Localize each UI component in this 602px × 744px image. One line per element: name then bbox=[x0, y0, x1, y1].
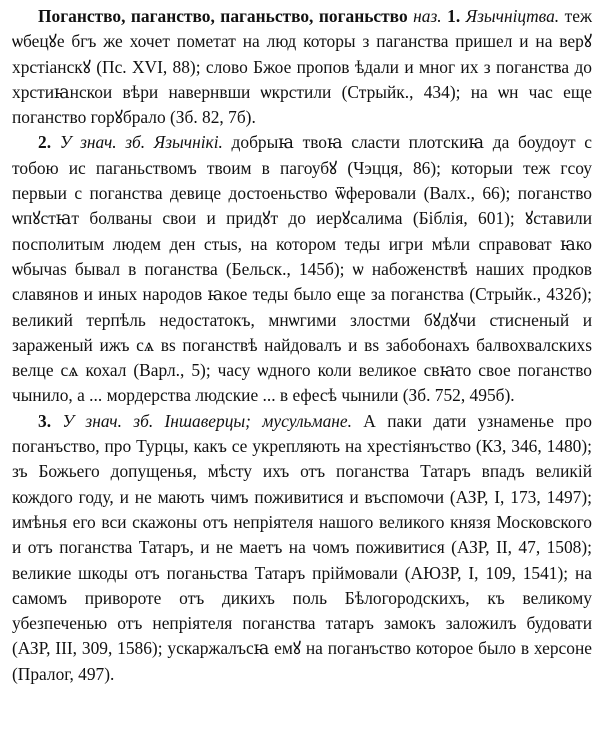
entry-sense-1 bbox=[12, 4, 592, 130]
sense-number-2: 2. bbox=[38, 132, 52, 153]
sense-label-3: У знач. зб. Іншаверцы; мусульмане. bbox=[62, 410, 352, 431]
headword: Поганство, паганство, паганьство, поганьство bbox=[38, 6, 408, 26]
sense-gloss-1: Язычніцтва. bbox=[465, 6, 560, 26]
entry-sense-2 bbox=[12, 130, 592, 408]
sense-number-3: 3. bbox=[38, 410, 52, 431]
sense-number-1: 1. bbox=[447, 6, 461, 26]
entry-sense-3 bbox=[12, 409, 592, 687]
part-of-speech: наз. bbox=[413, 6, 442, 26]
sense-label-2: У знач. зб. Язычнікі. bbox=[59, 132, 223, 153]
sense-text-1: теж ѡбецꙋе бгъ же хочет пометат на люд которы з паганства пришел и на верꙋ хрстіанскꙋ (Пс. XVI, 88); слово Бжое пропов ѣдали и мног их з поганства до хрстиꙗнскои вѣри навернвши ѡкрстили (Стрыйк., 434); на ѡн час еще поганство горꙋбрало (Зб. 82, 7б). bbox=[12, 6, 592, 128]
sense-text-2: добрыꙗ твоꙗ сласти плотскиꙗ да боудоут с тобою ис паганьствомъ твоим в пагоубꙋ (Чэцця, 86); которыи теж гсоу первыи с поганства девице достоеньство ѿферовали (Валх., 66); поганство ѡпꙋстꙗт болваны свои и придꙋт до иерꙋсалима (Біблія, 601); ꙋставили посполитым людем ден стыs, на котором теды игри мѣли справоват ꙗко ѡбычаs бывал в поганства (Бельск., 145б); ѡ набоженствѣ наших продков славянов и иных народов ꙗкое теды было еще за поганства (Стрыйк., 432б); великий терпѣль недостатокъ, мнѡгими злостми бꙋдꙋчи стисненый и зараженый ижъ сѧ вs поганствѣ найдовалъ и вs забобонахъ балвохвалскихs велце сѧ кохал (Варл., 5); часу ѡдного коли великое свꙗто свое поганство чынило, а ... мордерства людские ... в ефесѣ чынили (Зб. 752, 495б). bbox=[12, 132, 592, 406]
sense-text-3: А паки дати узнаменье про поганъство, про Турцы, какъ се укрепляють на хрестіянъство (КЗ, 346, 1480); зъ Божьего допущенья, мѣсту ихъ отъ поганства Татаръ впадъ великiй кождого году, и не мають чимъ поживитися и въспомочи (АЗР, I, 173, 1497); имѣнья его вси скажоны отъ непріятеля нашого великого князя Московского и отъ поганства Татаръ, и не маетъ на чомъ поживитися (АЗР, II, 47, 1508); великие шкоды отъ поганьства Татаръ пріймовали (АЮЗР, I, 109, 1541); на самомъ привороте отъ дикихъ поль Бѣлогородскихъ, къ великому убезпеченью отъ непріятеля поганства татаръ замокъ заложилъ будовати (АЗР, III, 309, 1586); ускаржалъсꙗ емꙋ на поганъство которое было в херсоне (Пралог, 497). bbox=[12, 410, 592, 684]
